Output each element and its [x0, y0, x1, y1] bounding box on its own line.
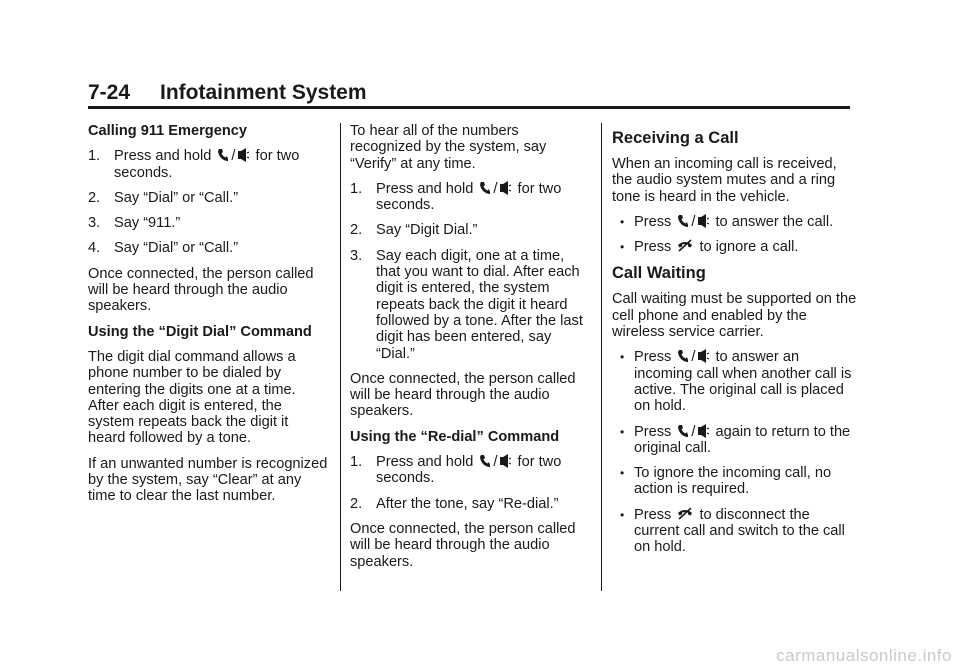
- list-item: 4. Say “Dial” or “Call.”: [88, 240, 239, 257]
- paragraph: When an incoming call is received, the audio system mutes and a ring tone is heard in the vehicle.: [612, 156, 837, 205]
- page-header: [88, 80, 850, 109]
- list-item: 2. Say “Dial” or “Call.”: [88, 189, 239, 206]
- voice-command-icon: [499, 181, 511, 195]
- paragraph: Once connected, the person called will be heard through the audio speakers.: [350, 520, 576, 570]
- column-divider: [340, 123, 341, 591]
- section-title: Infotainment System: [160, 81, 367, 104]
- heading-call-waiting: Call Waiting: [612, 264, 706, 283]
- watermark: carmanualsonline.info: [776, 646, 952, 665]
- list-item: • Press to ignore a call.: [620, 239, 799, 256]
- list-item: • Press / to answer an incoming call when another call is active. The original call is placed on hold.: [620, 349, 852, 415]
- voice-command-icon: [499, 454, 511, 468]
- voice-command-icon: [697, 214, 709, 228]
- page-number: 7-24: [88, 81, 131, 104]
- bullet-icon: •: [620, 350, 625, 365]
- phone-icon: [677, 424, 689, 438]
- list-item: 1. Press and hold / for two seconds.: [88, 148, 300, 181]
- phone-icon: [479, 454, 491, 468]
- voice-command-icon: [697, 349, 709, 363]
- bullet-icon: •: [620, 240, 625, 255]
- subheading-digit-dial: Using the “Digit Dial” Command: [88, 323, 312, 340]
- column-divider: [601, 123, 602, 591]
- bullet-icon: •: [620, 424, 625, 439]
- list-item: 1. Press and hold / for two seconds.: [350, 454, 562, 487]
- phone-icon: [677, 349, 689, 363]
- end-call-icon: [677, 507, 693, 521]
- list-item: 1. Press and hold / for two seconds.: [350, 180, 562, 214]
- list-item: 3. Say “911.”: [88, 215, 181, 232]
- phone-icon: [217, 148, 229, 162]
- paragraph: Call waiting must be supported on the cell phone and enabled by the wireless service carrier.: [612, 291, 857, 341]
- list-item: • Press to disconnect the current call and switch to the call on hold.: [620, 506, 845, 556]
- column-3: [612, 123, 857, 565]
- column-2: [350, 123, 590, 579]
- paragraph: To hear all of the numbers recognized by the system, say “Verify” at any time.: [350, 123, 547, 172]
- voice-command-icon: [237, 148, 249, 162]
- bullet-icon: •: [620, 466, 625, 481]
- list-item: • Press / again to return to the original call.: [620, 423, 851, 456]
- voice-command-icon: [697, 424, 709, 438]
- list-item: • To ignore the incoming call, no action is required.: [620, 465, 832, 498]
- phone-icon: [479, 181, 491, 195]
- list-item: 3. Say each digit, one at a time, that you want to dial. After each digit is entered, the system repeats back the digit it heard followed by a tone. After the last digit has been entered, say “Dial.”: [350, 247, 583, 362]
- bullet-icon: •: [620, 507, 625, 522]
- paragraph: Once connected, the person called will be heard through the audio speakers.: [350, 370, 576, 420]
- paragraph: If an unwanted number is recognized by the system, say “Clear” at any time to clear the last number.: [88, 455, 328, 505]
- bullet-icon: •: [620, 214, 625, 229]
- phone-icon: [677, 214, 689, 228]
- subheading-911: Calling 911 Emergency: [88, 123, 247, 139]
- heading-receiving-a-call: Receiving a Call: [612, 129, 739, 147]
- column-1: [88, 123, 328, 514]
- subheading-redial: Using the “Re-dial” Command: [350, 428, 560, 445]
- list-item: 2. Say “Digit Dial.”: [350, 222, 478, 239]
- paragraph: The digit dial command allows a phone number to be dialed by entering the digits one at a time. After each digit is entered, the system repeats back the digit it heard followed by a tone.: [88, 348, 296, 447]
- end-call-icon: [677, 239, 693, 253]
- list-item: • Press / to answer the call.: [620, 213, 834, 230]
- paragraph: Once connected, the person called will be heard through the audio speakers.: [88, 265, 314, 315]
- list-item: 2. After the tone, say “Re-dial.”: [350, 495, 559, 512]
